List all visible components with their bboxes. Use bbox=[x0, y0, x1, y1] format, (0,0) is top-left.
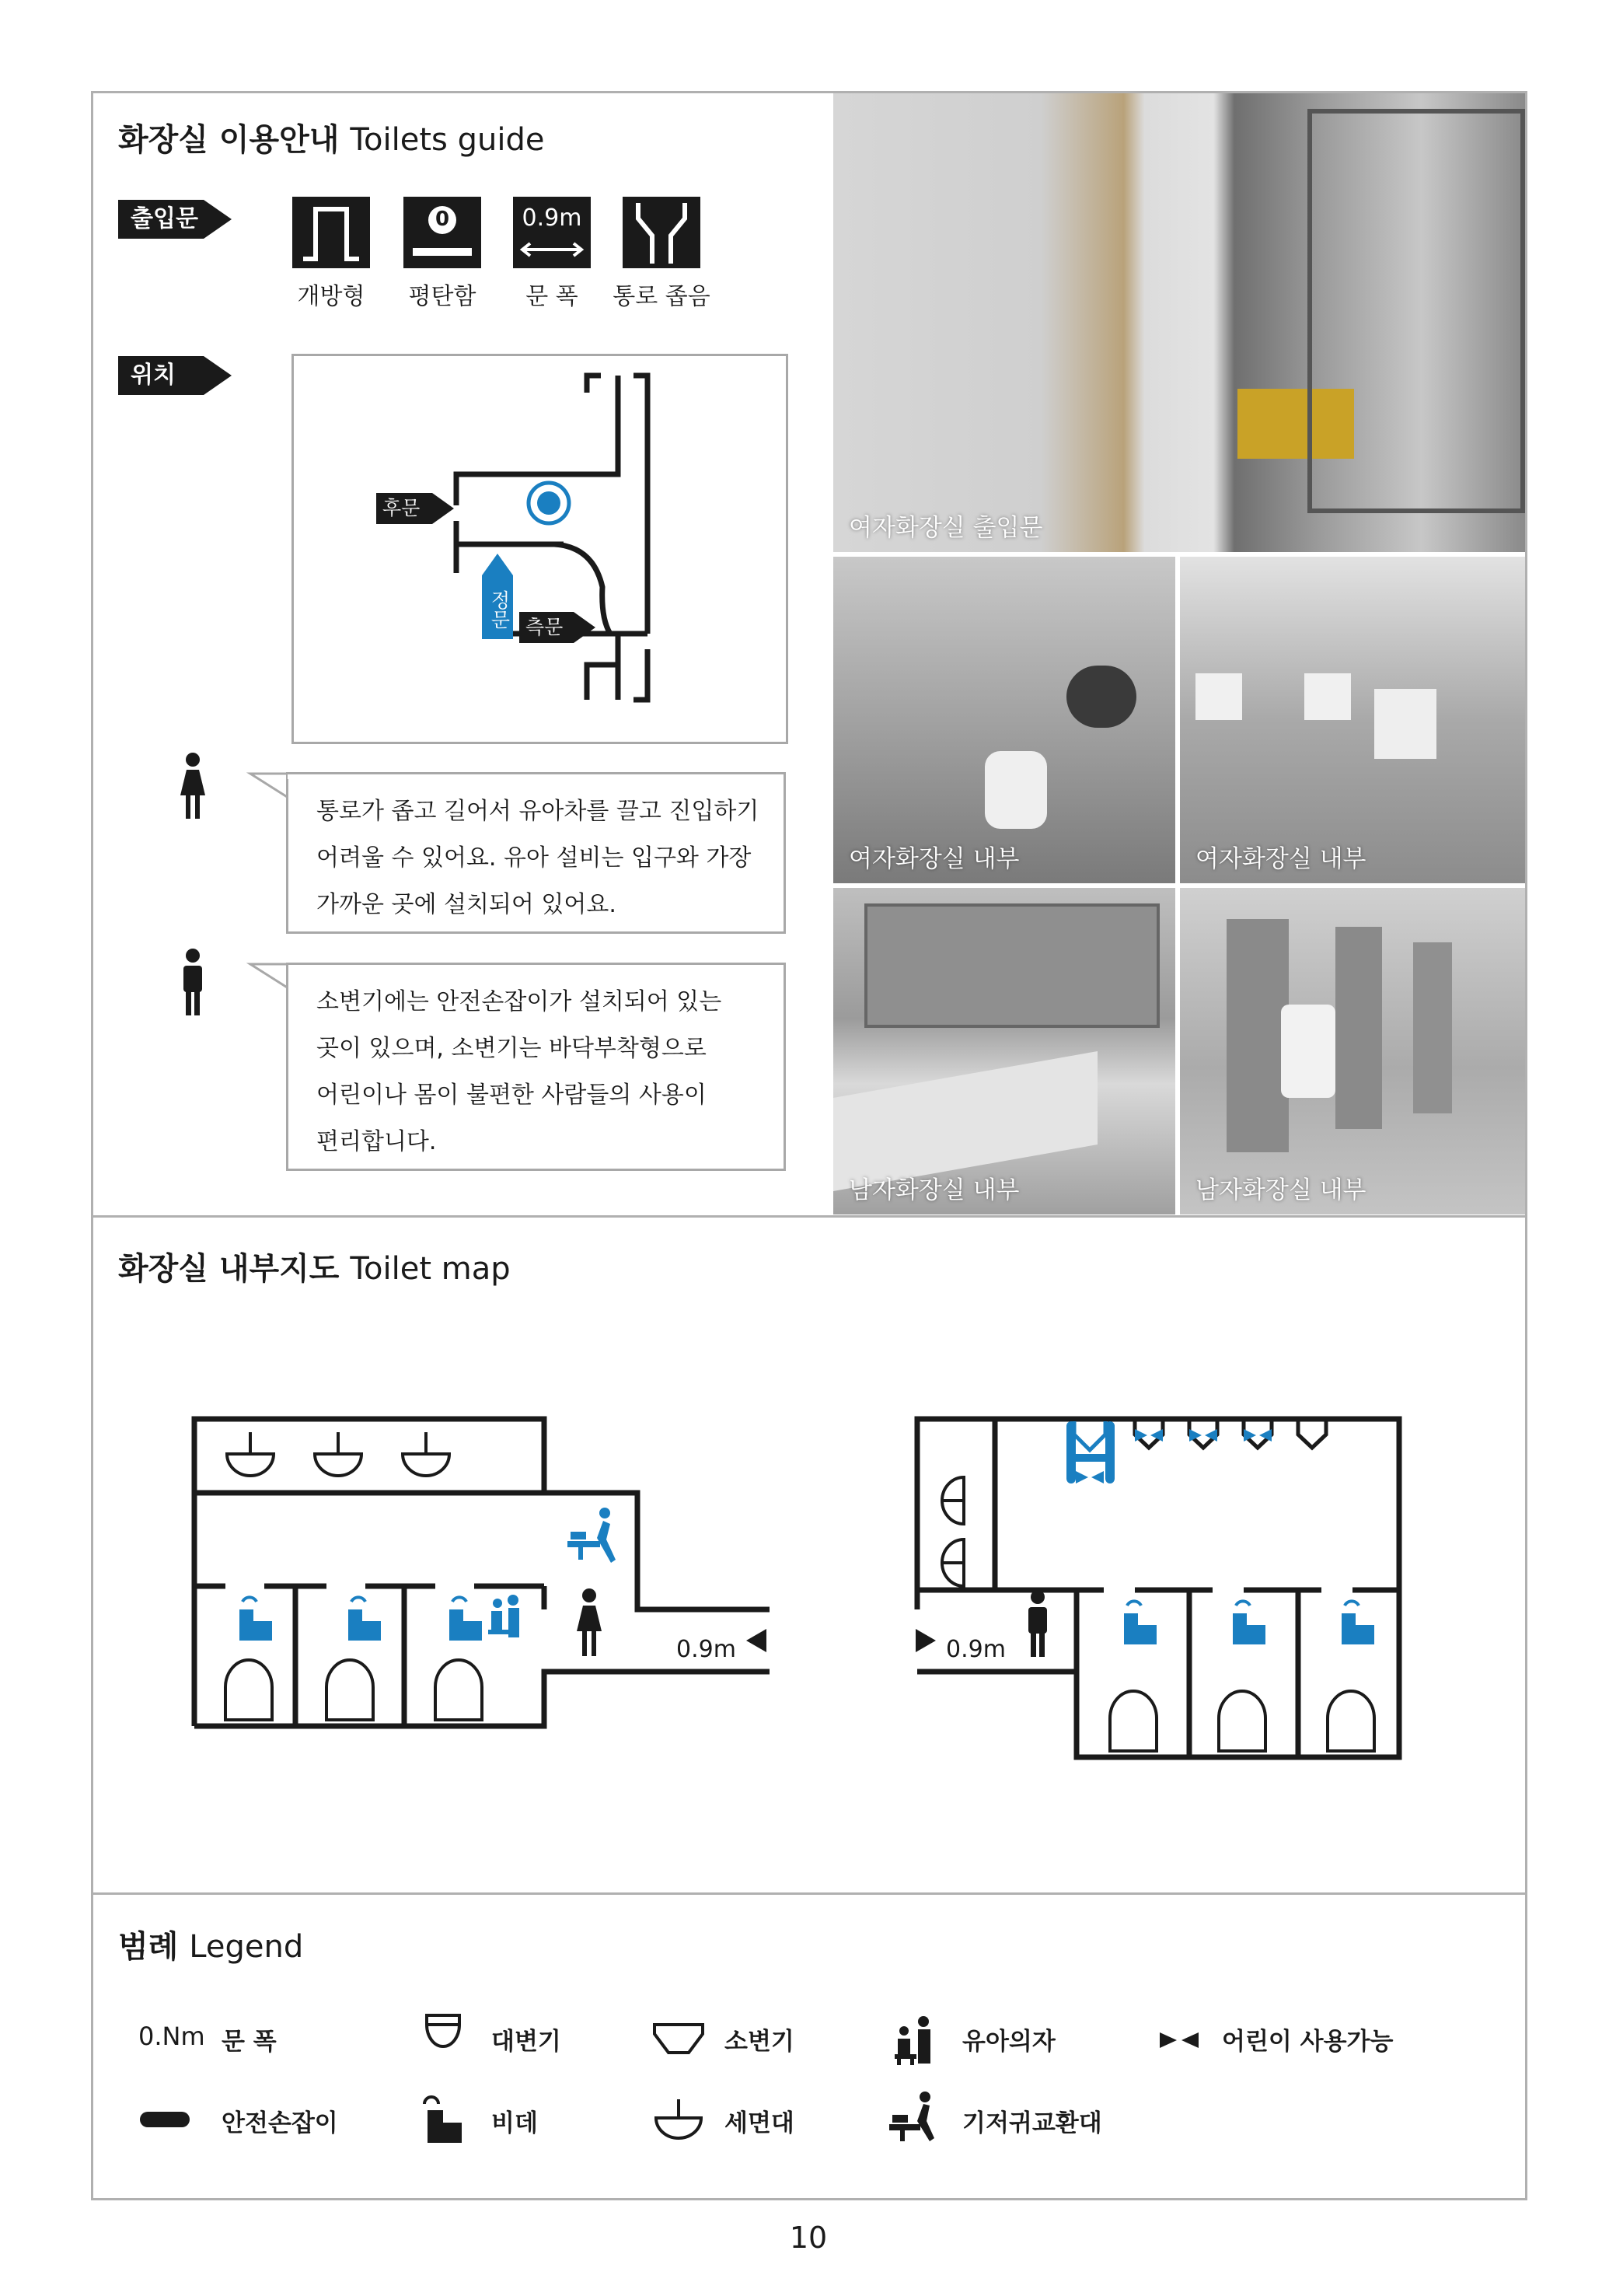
side-door-marker bbox=[519, 612, 574, 643]
toilet-icon bbox=[1219, 1691, 1265, 1751]
washbasin-icon bbox=[942, 1477, 964, 1524]
toilet-icon bbox=[225, 1660, 272, 1720]
photo-caption: 남자화장실 내부 bbox=[1195, 1176, 1366, 1204]
photo-caption: 남자화장실 내부 bbox=[849, 1176, 1020, 1204]
safety-handle-icon bbox=[1066, 1421, 1115, 1483]
women-toilet-plan bbox=[179, 1400, 956, 1804]
urinal-icon bbox=[651, 2022, 706, 2060]
urinal-icon bbox=[1074, 1421, 1105, 1450]
men-note-line: 편리합니다. bbox=[316, 1128, 437, 1155]
toilet-icon bbox=[1328, 1691, 1374, 1751]
photo-men-interior-1 bbox=[833, 888, 1175, 1214]
bidet-icon bbox=[1342, 1601, 1374, 1644]
woman-icon bbox=[177, 753, 208, 823]
main-door-label: 정문 bbox=[488, 590, 511, 629]
men-note-line: 곳이 있으며, 소변기는 바닥부착형으로 bbox=[316, 1035, 707, 1062]
entrance-label-width: 문 폭 bbox=[525, 283, 578, 310]
baby-chair-icon bbox=[488, 1595, 519, 1637]
women-bubble-tail-cover bbox=[288, 772, 342, 780]
baby-chair-icon bbox=[892, 2015, 936, 2065]
washbasin-icon bbox=[653, 2098, 704, 2141]
photo-caption: 여자화장실 내부 bbox=[849, 845, 1020, 873]
map-title bbox=[118, 1244, 511, 1288]
men-note bbox=[286, 963, 786, 1171]
bidet-icon bbox=[1233, 1601, 1265, 1644]
washbasin-icon bbox=[227, 1432, 274, 1476]
diaper-table-icon bbox=[567, 1508, 616, 1563]
men-note-line: 소변기에는 안전손잡이가 설치되어 있는 bbox=[316, 988, 722, 1015]
entrance-label-open: 개방형 bbox=[297, 283, 365, 310]
legend-title-ko: 범례 bbox=[118, 1929, 179, 1965]
women-door-width: 0.9m bbox=[676, 1636, 736, 1663]
photo-women-interior-1 bbox=[833, 557, 1175, 883]
legend-label: 비데 bbox=[491, 2109, 538, 2137]
washbasin-icon bbox=[315, 1432, 361, 1476]
photo-women-interior-2 bbox=[1180, 557, 1525, 883]
women-note-line: 가까운 곳에 설치되어 있어요. bbox=[316, 891, 616, 918]
legend-label: 문 폭 bbox=[222, 2028, 277, 2056]
photo-caption: 여자화장실 출입문 bbox=[849, 514, 1043, 542]
photo-women-entrance bbox=[833, 93, 1525, 552]
legend-title bbox=[118, 1922, 303, 1966]
bidet-icon bbox=[1124, 1601, 1157, 1644]
women-note-line: 어려울 수 있어요. 유아 설비는 입구와 가장 bbox=[316, 844, 752, 872]
flat-floor-glyph: 0 bbox=[435, 208, 450, 231]
toilet-icon bbox=[435, 1660, 482, 1720]
men-toilet-plan bbox=[902, 1400, 1461, 1804]
legend-label: 대변기 bbox=[491, 2028, 561, 2056]
man-icon bbox=[177, 949, 208, 1019]
legend-label: 세면대 bbox=[724, 2109, 794, 2137]
guide-title bbox=[118, 115, 544, 159]
door-width-icon bbox=[513, 197, 591, 268]
women-note bbox=[286, 772, 786, 934]
diaper-table-icon bbox=[888, 2092, 937, 2141]
photo-men-interior-2 bbox=[1180, 888, 1525, 1214]
open-door-icon bbox=[292, 197, 370, 268]
bidet-icon bbox=[348, 1597, 381, 1641]
child-usable-icon bbox=[1160, 2031, 1199, 2050]
legend-label: 소변기 bbox=[724, 2028, 794, 2056]
bidet-icon bbox=[449, 1597, 482, 1641]
location-map bbox=[291, 354, 788, 744]
entrance-label-narrow: 통로 좁음 bbox=[613, 283, 710, 310]
men-door-width: 0.9m bbox=[946, 1636, 1006, 1663]
narrow-passage-icon bbox=[623, 197, 700, 268]
main-door-marker bbox=[482, 575, 513, 639]
map-title-ko: 화장실 내부지도 bbox=[118, 1251, 340, 1287]
legend-title-en: Legend bbox=[189, 1929, 304, 1965]
entrance-tag: 출입문 bbox=[118, 200, 204, 239]
toilet-icon bbox=[1110, 1691, 1157, 1751]
washbasin-icon bbox=[403, 1432, 449, 1476]
women-note-line: 통로가 좁고 길어서 유아차를 끌고 진입하기 bbox=[316, 798, 759, 825]
rear-door-marker bbox=[376, 493, 432, 524]
legend-label: 어린이 사용가능 bbox=[1222, 2028, 1394, 2056]
bidet-icon bbox=[420, 2096, 463, 2143]
child-usable-icon bbox=[1076, 1471, 1104, 1483]
side-door-label: 측문 bbox=[525, 616, 564, 638]
flat-floor-icon bbox=[403, 197, 481, 268]
washbasin-icon bbox=[942, 1539, 964, 1586]
woman-icon bbox=[577, 1588, 602, 1656]
man-icon bbox=[1028, 1590, 1047, 1657]
location-tag: 위치 bbox=[118, 356, 204, 395]
section-divider-1 bbox=[91, 1215, 1527, 1218]
guide-title-en: Toilets guide bbox=[350, 122, 545, 158]
map-title-en: Toilet map bbox=[350, 1251, 511, 1287]
page-number: 10 bbox=[789, 2221, 828, 2255]
toilet-icon bbox=[326, 1660, 373, 1720]
rear-door-label: 후문 bbox=[382, 497, 421, 519]
section-divider-2 bbox=[91, 1892, 1527, 1895]
safety-handle-icon bbox=[140, 2112, 190, 2127]
legend-label: 기저귀교환대 bbox=[962, 2109, 1102, 2137]
legend-door-width-symbol: 0.Nm bbox=[138, 2022, 205, 2051]
legend-label: 유아의자 bbox=[962, 2028, 1056, 2056]
entrance-label-flat: 평탄함 bbox=[408, 283, 476, 310]
door-width-glyph: 0.9m bbox=[522, 204, 582, 232]
guide-title-ko: 화장실 이용안내 bbox=[118, 122, 340, 158]
legend-label: 안전손잡이 bbox=[222, 2109, 338, 2137]
toilet-icon bbox=[424, 2012, 462, 2067]
photo-caption: 여자화장실 내부 bbox=[1195, 845, 1366, 873]
bidet-icon bbox=[239, 1597, 272, 1641]
men-note-line: 어린이나 몸이 불편한 사람들의 사용이 bbox=[316, 1082, 707, 1109]
